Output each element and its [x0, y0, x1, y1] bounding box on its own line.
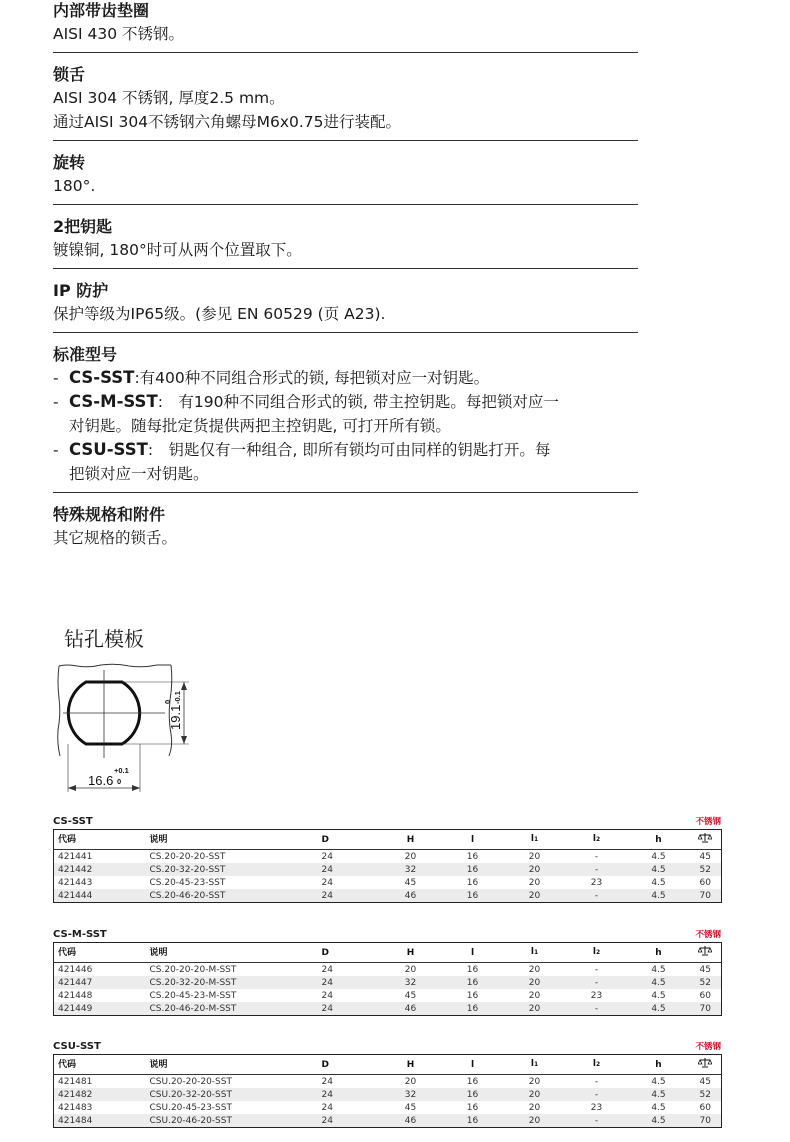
section-washer	[53, 0, 638, 46]
col-header-h: h	[628, 1055, 690, 1075]
height-tolerance-bottom: -0.1	[173, 691, 182, 704]
section-text: 其它规格的锁舌。	[53, 529, 178, 547]
table-row: 421481 CSU.20-20-20-SST 24 20 16 20 - 4.5 45	[58, 1076, 711, 1087]
spec-table	[53, 1054, 722, 1128]
section-title: 2把钥匙	[53, 217, 113, 236]
table-header-row	[54, 943, 722, 963]
section-text: 通过AISI 304不锈钢六角螺母M6x0.75进行装配。	[53, 113, 402, 131]
width-arrow-right	[132, 785, 140, 791]
model-text-continued: 把锁对应一对钥匙。	[69, 465, 209, 483]
width-arrow-left	[68, 785, 76, 791]
drill-template	[53, 622, 253, 802]
scale-icon	[690, 943, 722, 963]
col-header-code: 代码	[54, 830, 146, 850]
col-header-l: l	[442, 1055, 504, 1075]
table-row: 421449 CS.20-46-20-M-SST 24 46 16 20 - 4.5 70	[54, 1002, 722, 1016]
col-header-H: H	[380, 1055, 442, 1075]
material-label: 不锈钢	[695, 1042, 721, 1052]
section-cam	[53, 64, 638, 134]
table-row: 421446 CS.20-20-20-M-SST 24 20 16 20 - 4.5 45	[58, 964, 711, 975]
table-row: 421442 CS.20-32-20-SST 24 32 16 20 - 4.5 52	[54, 863, 722, 876]
col-header-H: H	[380, 943, 442, 963]
section-title: 内部带齿垫圈	[53, 1, 150, 20]
spec-table-cs-sst	[53, 815, 721, 903]
col-header-h: h	[628, 830, 690, 850]
col-header-l: l	[442, 830, 504, 850]
col-header-l1: l1	[504, 943, 566, 963]
scale-icon	[690, 1055, 722, 1075]
col-header-l2: l2	[566, 943, 628, 963]
drill-template-drawing	[53, 622, 253, 802]
divider	[53, 332, 638, 333]
table-row: 421484 CSU.20-46-20-SST 24 46 16 20 - 4.5 70	[54, 1114, 722, 1128]
spec-list	[53, 0, 638, 550]
table-row: 421483 CSU.20-45-23-SST 24 45 16 20 23 4.5 60	[58, 1102, 711, 1113]
col-header-desc: 说明	[146, 1055, 318, 1075]
table-row: 421443 CS.20-45-23-SST 24 45 16 20 23 4.5 60	[58, 877, 711, 888]
col-header-D: D	[318, 830, 380, 850]
drill-template-title: 钻孔模板	[64, 627, 144, 651]
width-label: 16.6	[88, 773, 114, 788]
section-standard-models	[53, 344, 638, 486]
col-header-l2: l2	[566, 830, 628, 850]
section-title: 标准型号	[53, 345, 118, 364]
material-label: 不锈钢	[695, 817, 721, 827]
col-header-desc: 说明	[146, 830, 318, 850]
section-ip-protection	[53, 280, 638, 326]
col-header-desc: 说明	[146, 943, 318, 963]
height-tolerance-top: 0	[163, 699, 172, 704]
table-row: 421447 CS.20-32-20-M-SST 24 32 16 20 - 4.5 52	[54, 976, 722, 989]
divider	[53, 140, 638, 141]
table-title: CSU-SST	[53, 1041, 101, 1052]
width-tolerance-top: +0.1	[114, 766, 129, 775]
divider	[53, 204, 638, 205]
spec-table-csu-sst	[53, 1040, 721, 1128]
section-title: 旋转	[53, 153, 86, 172]
section-title: IP 防护	[53, 281, 109, 300]
section-special	[53, 504, 638, 550]
table-row: 421482 CSU.20-32-20-SST 24 32 16 20 - 4.5 52	[54, 1088, 722, 1101]
scale-icon	[690, 830, 722, 850]
spec-table-cs-m-sst	[53, 928, 721, 1016]
table-header-row	[54, 830, 722, 850]
section-title: 锁舌	[53, 65, 86, 84]
col-header-l2: l2	[566, 1055, 628, 1075]
height-arrow-top	[181, 682, 187, 690]
divider	[53, 268, 638, 269]
model-code: CSU-SST	[69, 440, 148, 459]
divider	[53, 492, 638, 493]
table-header-row	[54, 1055, 722, 1075]
table-row: 421444 CS.20-46-20-SST 24 46 16 20 - 4.5 70	[54, 889, 722, 903]
spec-table	[53, 829, 722, 903]
col-header-l1: l1	[504, 830, 566, 850]
section-text: AISI 430 不锈钢。	[53, 25, 185, 43]
model-text-continued: 对钥匙。随每批定货提供两把主控钥匙, 可打开所有锁。	[69, 417, 451, 435]
section-rotation	[53, 152, 638, 198]
model-text: :有400种不同组合形式的锁, 每把锁对应一对钥匙。	[134, 369, 490, 387]
model-item	[53, 390, 638, 438]
model-item	[53, 438, 638, 486]
col-header-code: 代码	[54, 943, 146, 963]
col-header-l: l	[442, 943, 504, 963]
model-text: : 有190种不同组合形式的锁, 带主控钥匙。每把锁对应一	[157, 393, 559, 411]
section-text: 镀镍铜, 180°时可从两个位置取下。	[53, 241, 302, 259]
bullet-dash: -	[53, 393, 59, 411]
height-arrow-bottom	[181, 736, 187, 744]
col-header-h: h	[628, 943, 690, 963]
model-code: CS-SST	[69, 368, 135, 387]
table-title: CS-SST	[53, 816, 93, 827]
height-label: 19.1	[168, 704, 183, 730]
panel-edge-left	[58, 666, 60, 756]
section-text: 180°.	[53, 177, 96, 195]
col-header-code: 代码	[54, 1055, 146, 1075]
section-title: 特殊规格和附件	[53, 505, 166, 524]
bullet-dash: -	[53, 441, 59, 459]
bullet-dash: -	[53, 369, 59, 387]
spec-table	[53, 942, 722, 1016]
col-header-D: D	[318, 1055, 380, 1075]
section-text: AISI 304 不锈钢, 厚度2.5 mm。	[53, 89, 285, 107]
section-text: 保护等级为IP65级。(参见 EN 60529 (页 A23).	[53, 305, 386, 323]
models-list	[53, 366, 638, 486]
width-tolerance-bottom: 0	[117, 777, 122, 786]
model-text: : 钥匙仅有一种组合, 即所有锁均可由同样的钥匙打开。每	[147, 441, 551, 459]
divider	[53, 52, 638, 53]
col-header-H: H	[380, 830, 442, 850]
panel-edge-top	[59, 664, 171, 667]
col-header-l1: l1	[504, 1055, 566, 1075]
table-row: 421441 CS.20-20-20-SST 24 20 16 20 - 4.5 45	[58, 851, 711, 862]
col-header-D: D	[318, 943, 380, 963]
model-code: CS-M-SST	[69, 392, 158, 411]
table-row: 421448 CS.20-45-23-M-SST 24 45 16 20 23 4.5 60	[58, 990, 711, 1001]
section-keys	[53, 216, 638, 262]
material-label: 不锈钢	[695, 930, 721, 940]
table-title: CS-M-SST	[53, 929, 107, 940]
model-item	[53, 366, 638, 390]
